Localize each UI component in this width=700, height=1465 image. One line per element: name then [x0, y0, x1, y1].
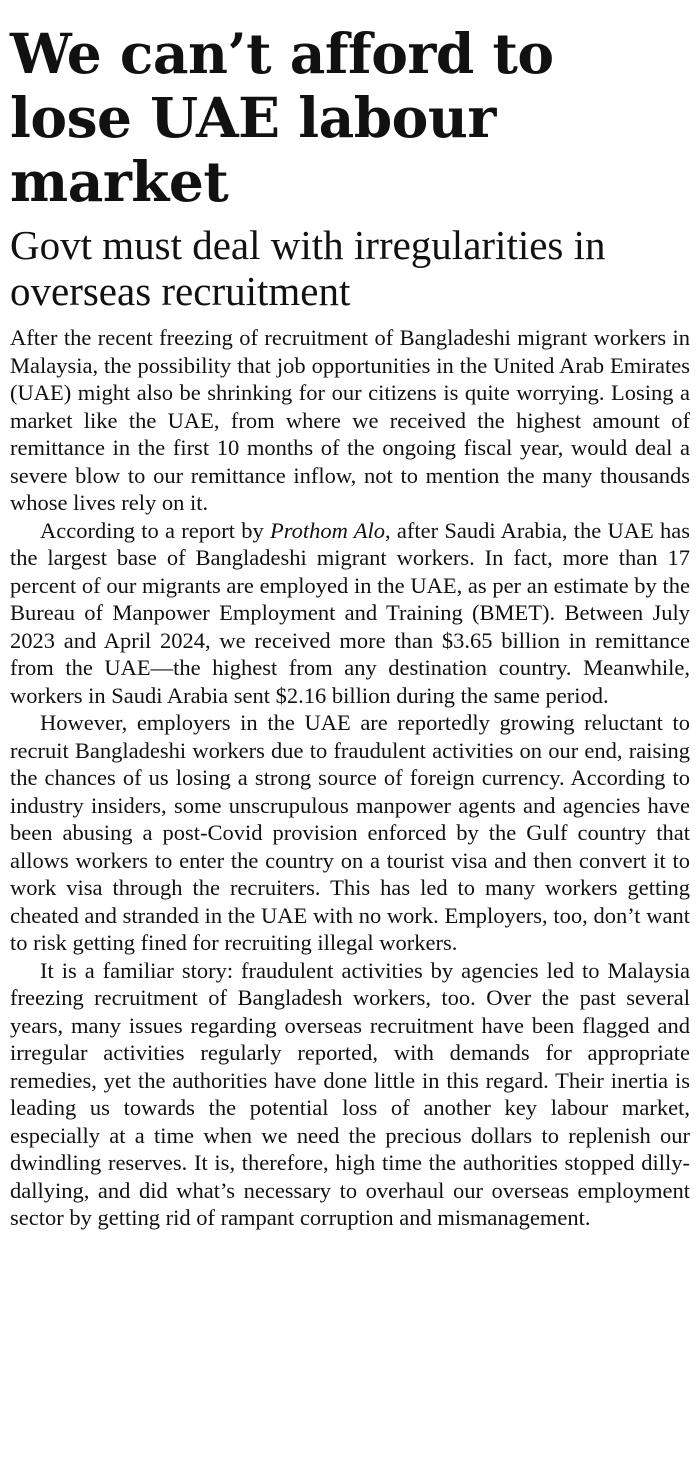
paragraph-3: However, employers in the UAE are reportedly growing reluctant to recruit Bangladeshi workers due to fraudulent activities on our end, raising the chances of us losing a strong source of foreign currency. According to industry insiders, some unscrupulous manpower agents and agencies have been abusing a post-Covid provision enforced by the Gulf country that allows workers to enter the country on a tourist visa and then convert it to work visa through the recruiters. This has led to many workers getting cheated and stranded in the UAE with no work. Employers, too, don’t want to risk getting fined for recruiting illegal workers.: [10, 710, 690, 955]
paragraph-2-rest: , after Saudi Arabia, the UAE has the largest base of Bangladeshi migrant workers. In fact, more than 17 percent of our migrants are employed in the UAE, as per an estimate by the Bureau of Manpower Employment and Training (BMET). Between July 2023 and April 2024, we received more than $3.65 billion in remittance from the UAE—the highest from any destination country. Meanwhile, workers in Saudi Arabia sent $2.16 billion during the same period.: [10, 517, 690, 708]
headline: We can’t afford to lose UAE labour market: [10, 21, 554, 214]
paragraph-4: It is a familiar story: fraudulent activities by agencies led to Malaysia freezing recruitment of Bangladesh workers, too. Over the past several years, many issues regarding overseas recruitment have been flagged and irregular activities regularly reported, with demands for appropriate remedies, yet the authorities have done little in this regard. Their inertia is leading us towards the potential loss of another key labour market, especially at a time when we need the precious dollars to replenish our dwindling reserves. It is, therefore, high time the authorities stopped dilly-dallying, and did what’s necessary to overhaul our overseas employment sector by getting rid of rampant corruption and mismanagement.: [10, 957, 690, 1230]
article-body: [10, 324, 690, 1232]
paragraph-2: [10, 517, 690, 710]
publication-name: Prothom Alo: [269, 517, 385, 543]
paragraph-2-lead: According to a report by: [40, 517, 270, 543]
subheadline: Govt must deal with irregularities in overseas recruitment: [10, 222, 606, 314]
paragraph-1: After the recent freezing of recruitment of Bangladeshi migrant workers in Malaysia, the possibility that job opportunities in the United Arab Emirates (UAE) might also be shrinking for our citizens is quite worrying. Losing a market like the UAE, from where we received the highest amount of remittance in the first 10 months of the ongoing fiscal year, would deal a severe blow to our remittance inflow, not to mention the many thousands whose lives rely on it.: [10, 325, 690, 515]
